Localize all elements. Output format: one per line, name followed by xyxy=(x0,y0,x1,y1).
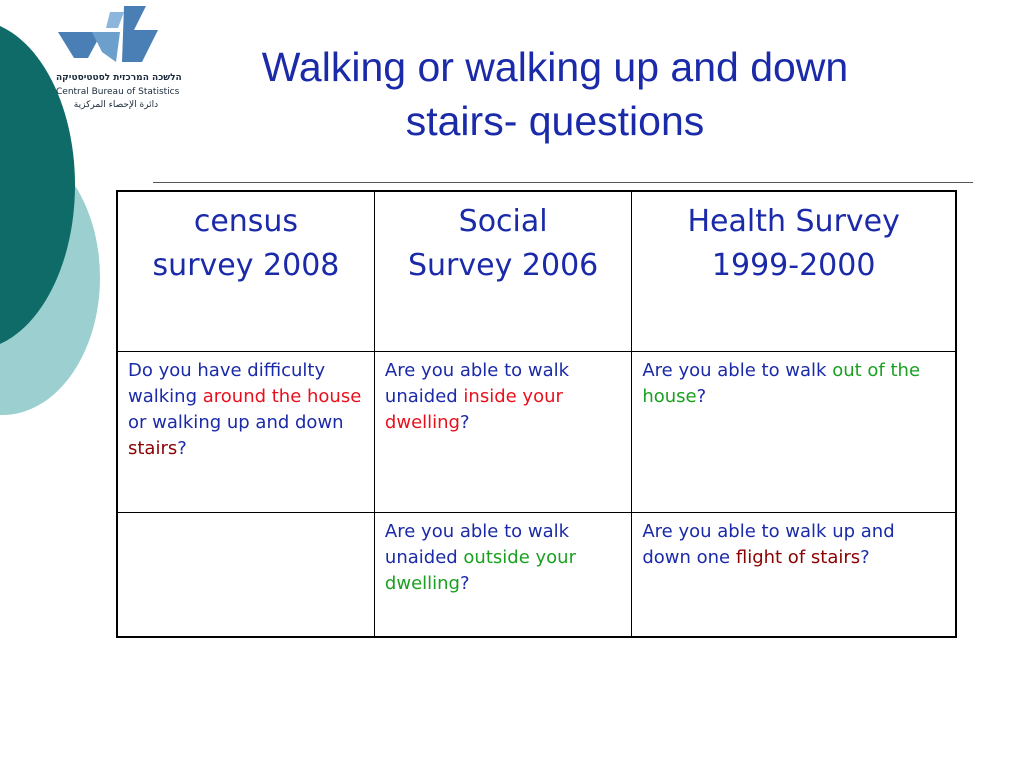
table-header-row xyxy=(117,191,956,351)
cell-highlight: around the house xyxy=(202,385,362,407)
cell-text: ? xyxy=(860,546,870,568)
cbs-logo-icon xyxy=(58,6,174,70)
cell-text: ? xyxy=(459,572,470,594)
title-divider xyxy=(153,182,973,183)
title-line-1: Walking or walking up and down xyxy=(261,44,849,90)
title-line-2: stairs- questions xyxy=(405,98,705,144)
cell-text: ? xyxy=(459,411,470,433)
table-row xyxy=(117,351,956,512)
cell-text: Are you able to walk unaided xyxy=(384,520,570,568)
logo-english-text: Central Bureau of Statistics xyxy=(56,87,180,97)
cell-highlight: flight of stairs xyxy=(735,546,861,568)
cell-highlight: stairs xyxy=(128,437,178,459)
header-text: Social xyxy=(458,204,548,239)
page-title xyxy=(190,40,920,148)
questions-table xyxy=(116,190,957,638)
cell-text: Are you able to walk xyxy=(642,359,833,381)
header-census-survey xyxy=(117,191,374,351)
cell-text: ? xyxy=(696,385,707,407)
header-text: Survey 2006 xyxy=(408,248,599,283)
header-text: 1999-2000 xyxy=(711,248,876,283)
logo-arabic-text: دائرة الإحصاء المركزية xyxy=(73,100,159,110)
header-text: census xyxy=(193,204,299,239)
cbs-logo xyxy=(56,6,182,118)
cell-highlight: inside your dwelling xyxy=(384,385,563,433)
table-cell-social-question-2 xyxy=(374,512,631,637)
cell-text: Do you have difficulty walking xyxy=(128,359,326,407)
table-cell-social-question-1 xyxy=(374,351,631,512)
header-social-survey xyxy=(374,191,631,351)
table-cell-health-question-2 xyxy=(632,512,956,637)
header-text: survey 2008 xyxy=(152,248,340,283)
cell-highlight: outside your dwelling xyxy=(384,546,576,594)
cell-text: Are you able to walk up and down one xyxy=(642,520,895,568)
cell-text: Are you able to walk unaided xyxy=(384,359,570,407)
table-row xyxy=(117,512,956,637)
header-health-survey xyxy=(632,191,956,351)
table-cell-health-question-1 xyxy=(632,351,956,512)
table-cell-census-question xyxy=(117,351,374,512)
header-text: Health Survey xyxy=(687,204,900,239)
cell-text: ? xyxy=(177,437,187,459)
table-cell-empty xyxy=(117,512,374,637)
logo-hebrew-text: הלשכה המרכזית לסטטיסטיקה xyxy=(56,73,182,83)
cell-highlight: out of the house xyxy=(642,359,921,407)
cell-text: or walking up and down xyxy=(128,411,344,433)
